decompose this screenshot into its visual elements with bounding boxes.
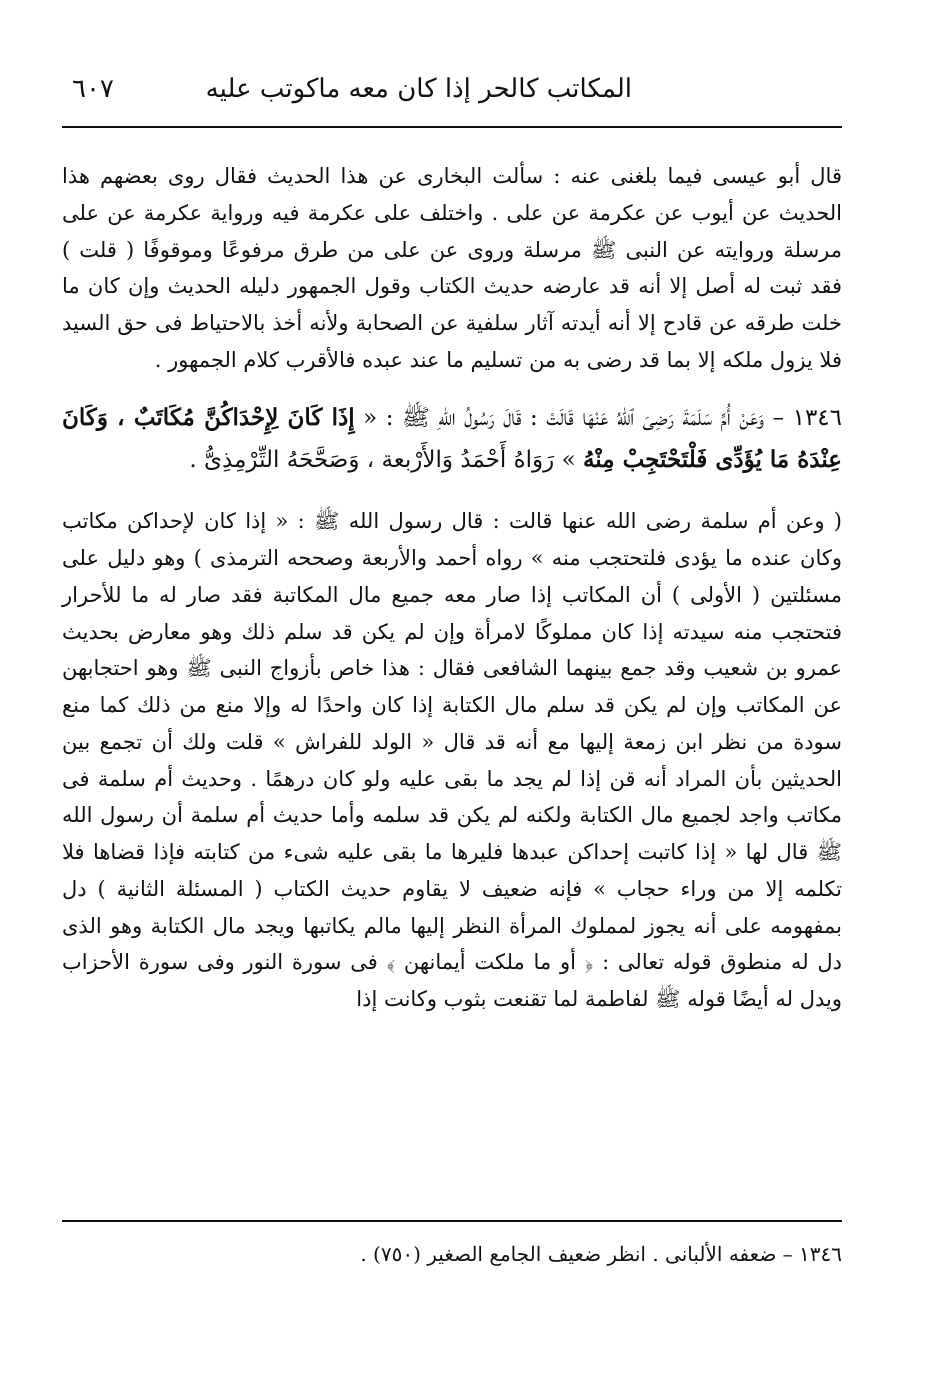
- header-rule: [62, 126, 842, 128]
- page-header: [62, 70, 842, 126]
- commentary-paragraph-2: ( وعن أم سلمة رضى الله عنها قالت : قال رسول الله ﷺ : « إذا كان لإحداكن مكاتب وكان عنده ما يؤدى فلتحتجب منه » رواه أحمد والأربعة وصححه الترمذى ) وهو دليل على مسئلتين ( الأولى ) أن المكاتب إذا صار معه جميع مال المكاتبة فقد صار له ما للأحرار فتحتجب منه سيدته إذا كان مملوكًا لامرأة وإن لم يكن قد سلم ذلك وهو معارض بحديث عمرو بن شعيب وقد جمع بينهما الشافعى فقال : هذا خاص بأزواج النبى ﷺ وهو احتجابهن عن المكاتب وإن لم يكن قد سلم مال الكتابة إذا كان واحدًا له وإلا منع من ذلك كما منع سودة من نظر ابن زمعة إليها مع أنه قد قال « الولد للفراش » قلت ولك أن تجمع بين الحديثين بأن المراد أنه قن إذا لم يجد ما بقى عليه ولو كان درهمًا . وحديث أم سلمة فى مكاتب واجد لجميع مال الكتابة ولكنه لم يكن قد سلمه وأما حديث أم سلمة أن رسول الله ﷺ قال لها « إذا كاتبت إحداكن عبدها فليرها ما بقى عليه شىء من كتابته فإذا قضاها فلا تكلمه إلا من وراء حجاب » فإنه ضعيف لا يقاوم حديث الكتاب ( المسئلة الثانية ) دل بمفهومه على أنه يجوز لمملوك المرأة النظر إليها مالم يكاتبها ويجد مال الكتابة وهو الذى دل له منطوق قوله تعالى : ﴿ أو ما ملكت أيمانهن ﴾ فى سورة النور وفى سورة الأحزاب ويدل له أيضًا قوله ﷺ لفاطمة لما تقنعت بثوب وكانت إذا: [62, 509, 842, 1012]
- hadith-quote: إِذَا كَانَ لِإِحْدَاكُنَّ مُكَاتَبٌ ، وَكَانَ عِنْدَهُ مَا يُؤَدِّى فَلْتَحْتَجِبْ مِنْهُ: [62, 403, 842, 473]
- body-text: [62, 140, 842, 1018]
- commentary-paragraph-1: قال أبو عيسى فيما بلغنى عنه : سألت البخارى عن هذا الحديث فقال روى بعضهم هذا الحديث عن أيوب عن عكرمة عن على . واختلف على عكرمة فيه ورواية عكرمة عن على مرسلة وروايته عن النبى ﷺ مرسلة وروى عن على من طرق مرفوعًا وموقوفًا ( قلت ) فقد ثبت له أصل إلا أنه قد عارضه حديث الكتاب وقول الجمهور دليله الحديث وإن كان ما خلت طرقه عن قادح إلا أنه أيدته آثار سلفية عن الصحابة ولأنه أخذ بالاحتياط فى حق السيد فلا يزول ملكه إلا بما قد رضى به من تسليم ما عند عبده فالأقرب كلام الجمهور .: [62, 164, 842, 372]
- hadith-paragraph: [62, 397, 842, 482]
- footnote: ١٣٤٦ – ضعفه الألبانى . انظر ضعيف الجامع الصغير (٧٥٠) .: [360, 1242, 842, 1266]
- hadith-outro: » رَوَاهُ أَحْمَدُ وَالأَرْبعة ، وَصَحَّحَهُ التِّرْمِذِىُّ .: [189, 446, 576, 473]
- page-number: ٦٠٧: [72, 74, 114, 104]
- running-title: المكاتب كالحر إذا كان معه ماكوتب عليه: [205, 74, 632, 104]
- hadith-intro: ١٣٤٦ – وَعَنْ أُمِّ سَلَمَةَ رَضِىَ ٱللهُ عَنْهَا قَالَتْ : قَالَ رَسُولُ اللهِ ﷺ : «: [363, 404, 843, 431]
- book-page: [62, 70, 843, 1266]
- footnote-rule: [62, 1220, 842, 1222]
